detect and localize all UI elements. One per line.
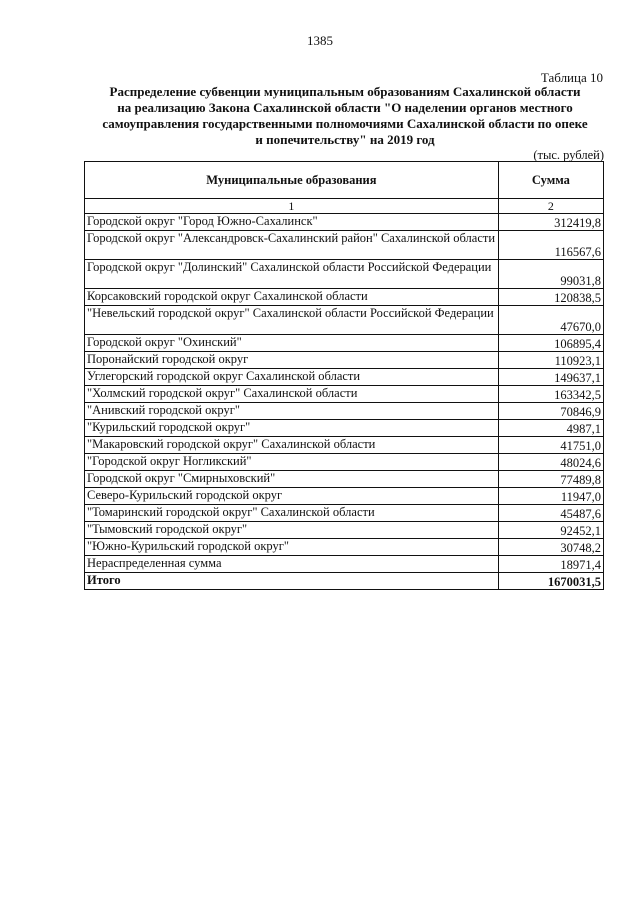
- total-label: Итого: [85, 573, 499, 590]
- table-row: [85, 505, 604, 522]
- table-row: [85, 352, 604, 369]
- table-row: [85, 454, 604, 471]
- subvention-sum: 11947,0: [498, 488, 603, 505]
- subvention-sum: 106895,4: [498, 335, 603, 352]
- table-row: [85, 437, 604, 454]
- table-body: [85, 199, 604, 590]
- municipality-name: "Томаринский городской округ" Сахалинской области: [85, 505, 499, 522]
- units-label: (тыс. рублей): [533, 148, 604, 162]
- subvention-sum: 30748,2: [498, 539, 603, 556]
- table-row: [85, 420, 604, 437]
- subvention-sum: 48024,6: [498, 454, 603, 471]
- municipality-name: "Анивский городской округ": [85, 403, 499, 420]
- table-row: [85, 471, 604, 488]
- municipality-name: "Невельский городской округ" Сахалинской области Российской Федерации: [85, 306, 499, 335]
- subvention-sum: 77489,8: [498, 471, 603, 488]
- subvention-sum: 116567,6: [498, 231, 603, 260]
- subvention-sum: 45487,6: [498, 505, 603, 522]
- column-number: 2: [498, 199, 603, 214]
- municipality-name: "Тымовский городской округ": [85, 522, 499, 539]
- municipality-name: "Холмский городской округ" Сахалинской области: [85, 386, 499, 403]
- distribution-table: [84, 161, 604, 590]
- table-row: [85, 306, 604, 335]
- subvention-sum: 92452,1: [498, 522, 603, 539]
- page-number: 1385: [307, 33, 333, 48]
- table-row: [85, 386, 604, 403]
- municipality-name: Городской округ "Охинский": [85, 335, 499, 352]
- document-title: [90, 84, 600, 148]
- subvention-sum: 110923,1: [498, 352, 603, 369]
- subvention-sum: 120838,5: [498, 289, 603, 306]
- table-row: [85, 522, 604, 539]
- subvention-sum: 41751,0: [498, 437, 603, 454]
- subvention-sum: 99031,8: [498, 260, 603, 289]
- table-row: [85, 539, 604, 556]
- subvention-sum: 18971,4: [498, 556, 603, 573]
- municipality-name: "Макаровский городской округ" Сахалинской области: [85, 437, 499, 454]
- municipality-name: Нераспределенная сумма: [85, 556, 499, 573]
- subvention-sum: 149637,1: [498, 369, 603, 386]
- subvention-sum: 47670,0: [498, 306, 603, 335]
- municipality-name: Городской округ "Город Южно-Сахалинск": [85, 214, 499, 231]
- table-row: [85, 214, 604, 231]
- table-row: [85, 231, 604, 260]
- municipality-name: Поронайский городской округ: [85, 352, 499, 369]
- title-line: самоуправления государственными полномочиями Сахалинской области по опеке: [102, 116, 588, 131]
- municipality-name: Городской округ "Долинский" Сахалинской области Российской Федерации: [85, 260, 499, 289]
- title-line: и попечительству" на 2019 год: [255, 132, 435, 147]
- municipality-name: Северо-Курильский городской округ: [85, 488, 499, 505]
- subvention-sum: 4987,1: [498, 420, 603, 437]
- municipality-name: "Курильский городской округ": [85, 420, 499, 437]
- municipality-name: "Южно-Курильский городской округ": [85, 539, 499, 556]
- municipality-name: Корсаковский городской округ Сахалинской области: [85, 289, 499, 306]
- title-line: Распределение субвенции муниципальным образованиям Сахалинской области: [109, 84, 581, 99]
- municipality-name: Городской округ "Смирныховский": [85, 471, 499, 488]
- header-municipalities: Муниципальные образования: [85, 162, 499, 199]
- column-number: 1: [85, 199, 499, 214]
- table-row: [85, 488, 604, 505]
- table-row: [85, 556, 604, 573]
- municipality-name: Городской округ "Александровск-Сахалинский район" Сахалинской области: [85, 231, 499, 260]
- title-line: на реализацию Закона Сахалинской области "О наделении органов местного: [117, 100, 573, 115]
- header-sum: Сумма: [498, 162, 603, 199]
- table-row: [85, 403, 604, 420]
- subvention-sum: 70846,9: [498, 403, 603, 420]
- header-row: [85, 162, 604, 199]
- column-number-row: [85, 199, 604, 214]
- total-row: [85, 573, 604, 590]
- municipality-name: "Городской округ Ногликский": [85, 454, 499, 471]
- table-row: [85, 369, 604, 386]
- subvention-sum: 163342,5: [498, 386, 603, 403]
- table-row: [85, 289, 604, 306]
- total-sum: 1670031,5: [498, 573, 603, 590]
- table-row: [85, 260, 604, 289]
- subvention-sum: 312419,8: [498, 214, 603, 231]
- table-row: [85, 335, 604, 352]
- municipality-name: Углегорский городской округ Сахалинской области: [85, 369, 499, 386]
- table-label: Таблица 10: [540, 70, 603, 85]
